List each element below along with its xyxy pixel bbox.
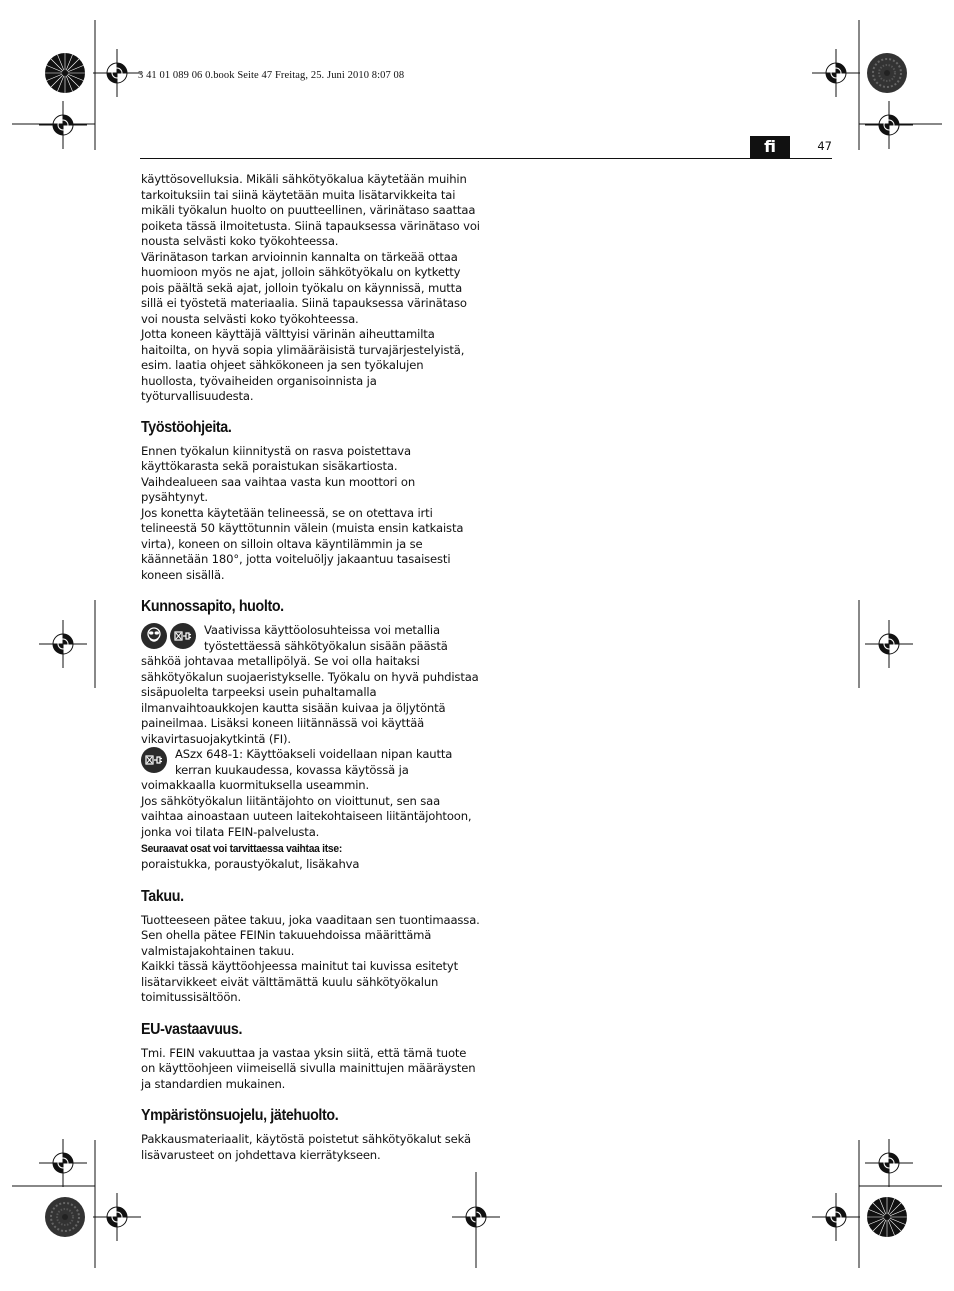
maintenance-icon-block: [141, 623, 481, 747]
warranty-paragraph: Tuotteeseen pätee takuu, joka vaaditaan sen tuontimaassa. Sen ohella pätee FEINin takuuehdoissa määrittämä valmistajakohtainen takuu.: [141, 912, 480, 958]
heading-conformity: EU-vastaavuus.: [141, 1020, 243, 1038]
goggles-mask-icon: [141, 623, 167, 649]
work-tip-paragraph: Vaihdealueen saa vaihtaa vasta kun moottori on pysähtynyt.: [141, 474, 416, 504]
service-plug-icon: [170, 623, 196, 649]
header-rule: [140, 158, 832, 159]
page-number: 47: [817, 139, 832, 153]
heading-maintenance: Kunnossapito, huolto.: [141, 598, 284, 615]
environment-paragraph: Pakkausmateriaalit, käytöstä poistetut sähkötyökalut sekä lisävarusteet on johdettava kierrätykseen.: [141, 1132, 471, 1162]
warranty-paragraph: Kaikki tässä käyttöohjeessa mainitut tai kuvissa esitetyt lisätarvikkeet eivät välttämättä kuulu sähkötyökalun toimitussisältöön.: [141, 959, 459, 1004]
conformity-paragraph: Tmi. FEIN vakuuttaa ja vastaa yksin siitä, että tämä tuote on käyttöohjeen viimeisellä sivulla mainittujen määräysten ja standardien mukainen.: [141, 1045, 476, 1091]
intro-paragraph: käyttösovelluksia. Mikäli sähkötyökalua käytetään muihin tarkoituksiin tai siinä käytetään muita lisätarvikkeita tai mikäli työkalun huolto on puutteellinen, värinätaso saattaa poiketa tässä ilmoitetusta. Siinä tapauksessa värinätaso voi nousta selvästi koko työkohteessa.: [141, 172, 480, 248]
text-column: [141, 172, 481, 1163]
parts-label: Seuraavat osat voi tarvittaessa vaihtaa itse:: [141, 843, 342, 855]
lube-paragraph: ASzx 648-1: Käyttöakseli voidellaan nipan kautta kerran kuukaudessa, kovassa käytössä ja voimakkaalla kuormituksella useammin.: [141, 747, 453, 792]
heading-environment: Ympäristönsuojelu, jätehuolto.: [141, 1107, 339, 1124]
work-tip-paragraph: Ennen työkalun kiinnitystä on rasva poistettava käyttökarasta sekä poraistukan sisäkartiosta.: [141, 443, 411, 473]
service-plug-icon: [141, 747, 167, 773]
lube-icon-block: [141, 747, 481, 794]
heading-work-tips: Työstöohjeita.: [141, 418, 232, 436]
maintenance-icons: [141, 623, 196, 649]
work-tip-paragraph: Jos konetta käytetään telineessä, se on otettava irti telineestä 50 käyttötunnin välein (muista ensin katkaista virta), koneen on silloin oltava käyntilämmin ja se käännetään 180°, jotta voiteluöljy jakaantuu tasaisesti koneen sisällä.: [141, 505, 464, 582]
heading-warranty: Takuu.: [141, 887, 184, 905]
print-info: 3 41 01 089 06 0.book Seite 47 Freitag, 25. Juni 2010 8:07 08: [138, 70, 405, 81]
maintenance-paragraph: Vaativissa käyttöolosuhteissa voi metallia työstettäessä sähkötyökalun sisään päästä sähköä johtavaa metallipölyä. Se voi olla haitaksi sähkötyökalun suojaeristykselle. Työkalu on hyvä puhdistaa sisäpuolelta tarpeeksi usein puhaltamalla ilmanvaihtoaukkojen kautta sisään kuivaa ja öljytöntä paineilmaa. Lisäksi koneen liitännässä voi käyttää vikavirtasuojakytkintä (FI).: [141, 623, 479, 746]
parts-list: poraistukka, poraustyökalut, lisäkahva: [141, 857, 360, 871]
cord-paragraph: Jos sähkötyökalun liitäntäjohto on vioittunut, sen saa vaihtaa ainoastaan uuteen laitekohtaiseen liitäntäjohtoon, jonka voi tilata FEIN-palvelusta.: [141, 793, 472, 839]
intro-paragraph: Värinätason tarkan arvioinnin kannalta on tärkeää ottaa huomioon myös ne ajat, jolloin sähkötyökalu on kytketty pois päältä sekä ajat, jolloin työkalu on käynnissä, mutta sillä ei työstetä materiaalia. Siinä tapauksessa värinätaso voi nousta selvästi koko työkohteessa.: [141, 249, 467, 326]
language-tab: fi: [750, 136, 790, 158]
intro-paragraph: Jotta koneen käyttäjä välttyisi värinän aiheuttamilta haitoilta, on hyvä sopia ylimääräisistä turvajärjestelyistä, esim. laatia ohjeet sähkökoneen ja sen työkalujen huollosta, työvaiheiden organisoinnista ja työturvallisuudesta.: [141, 327, 465, 403]
